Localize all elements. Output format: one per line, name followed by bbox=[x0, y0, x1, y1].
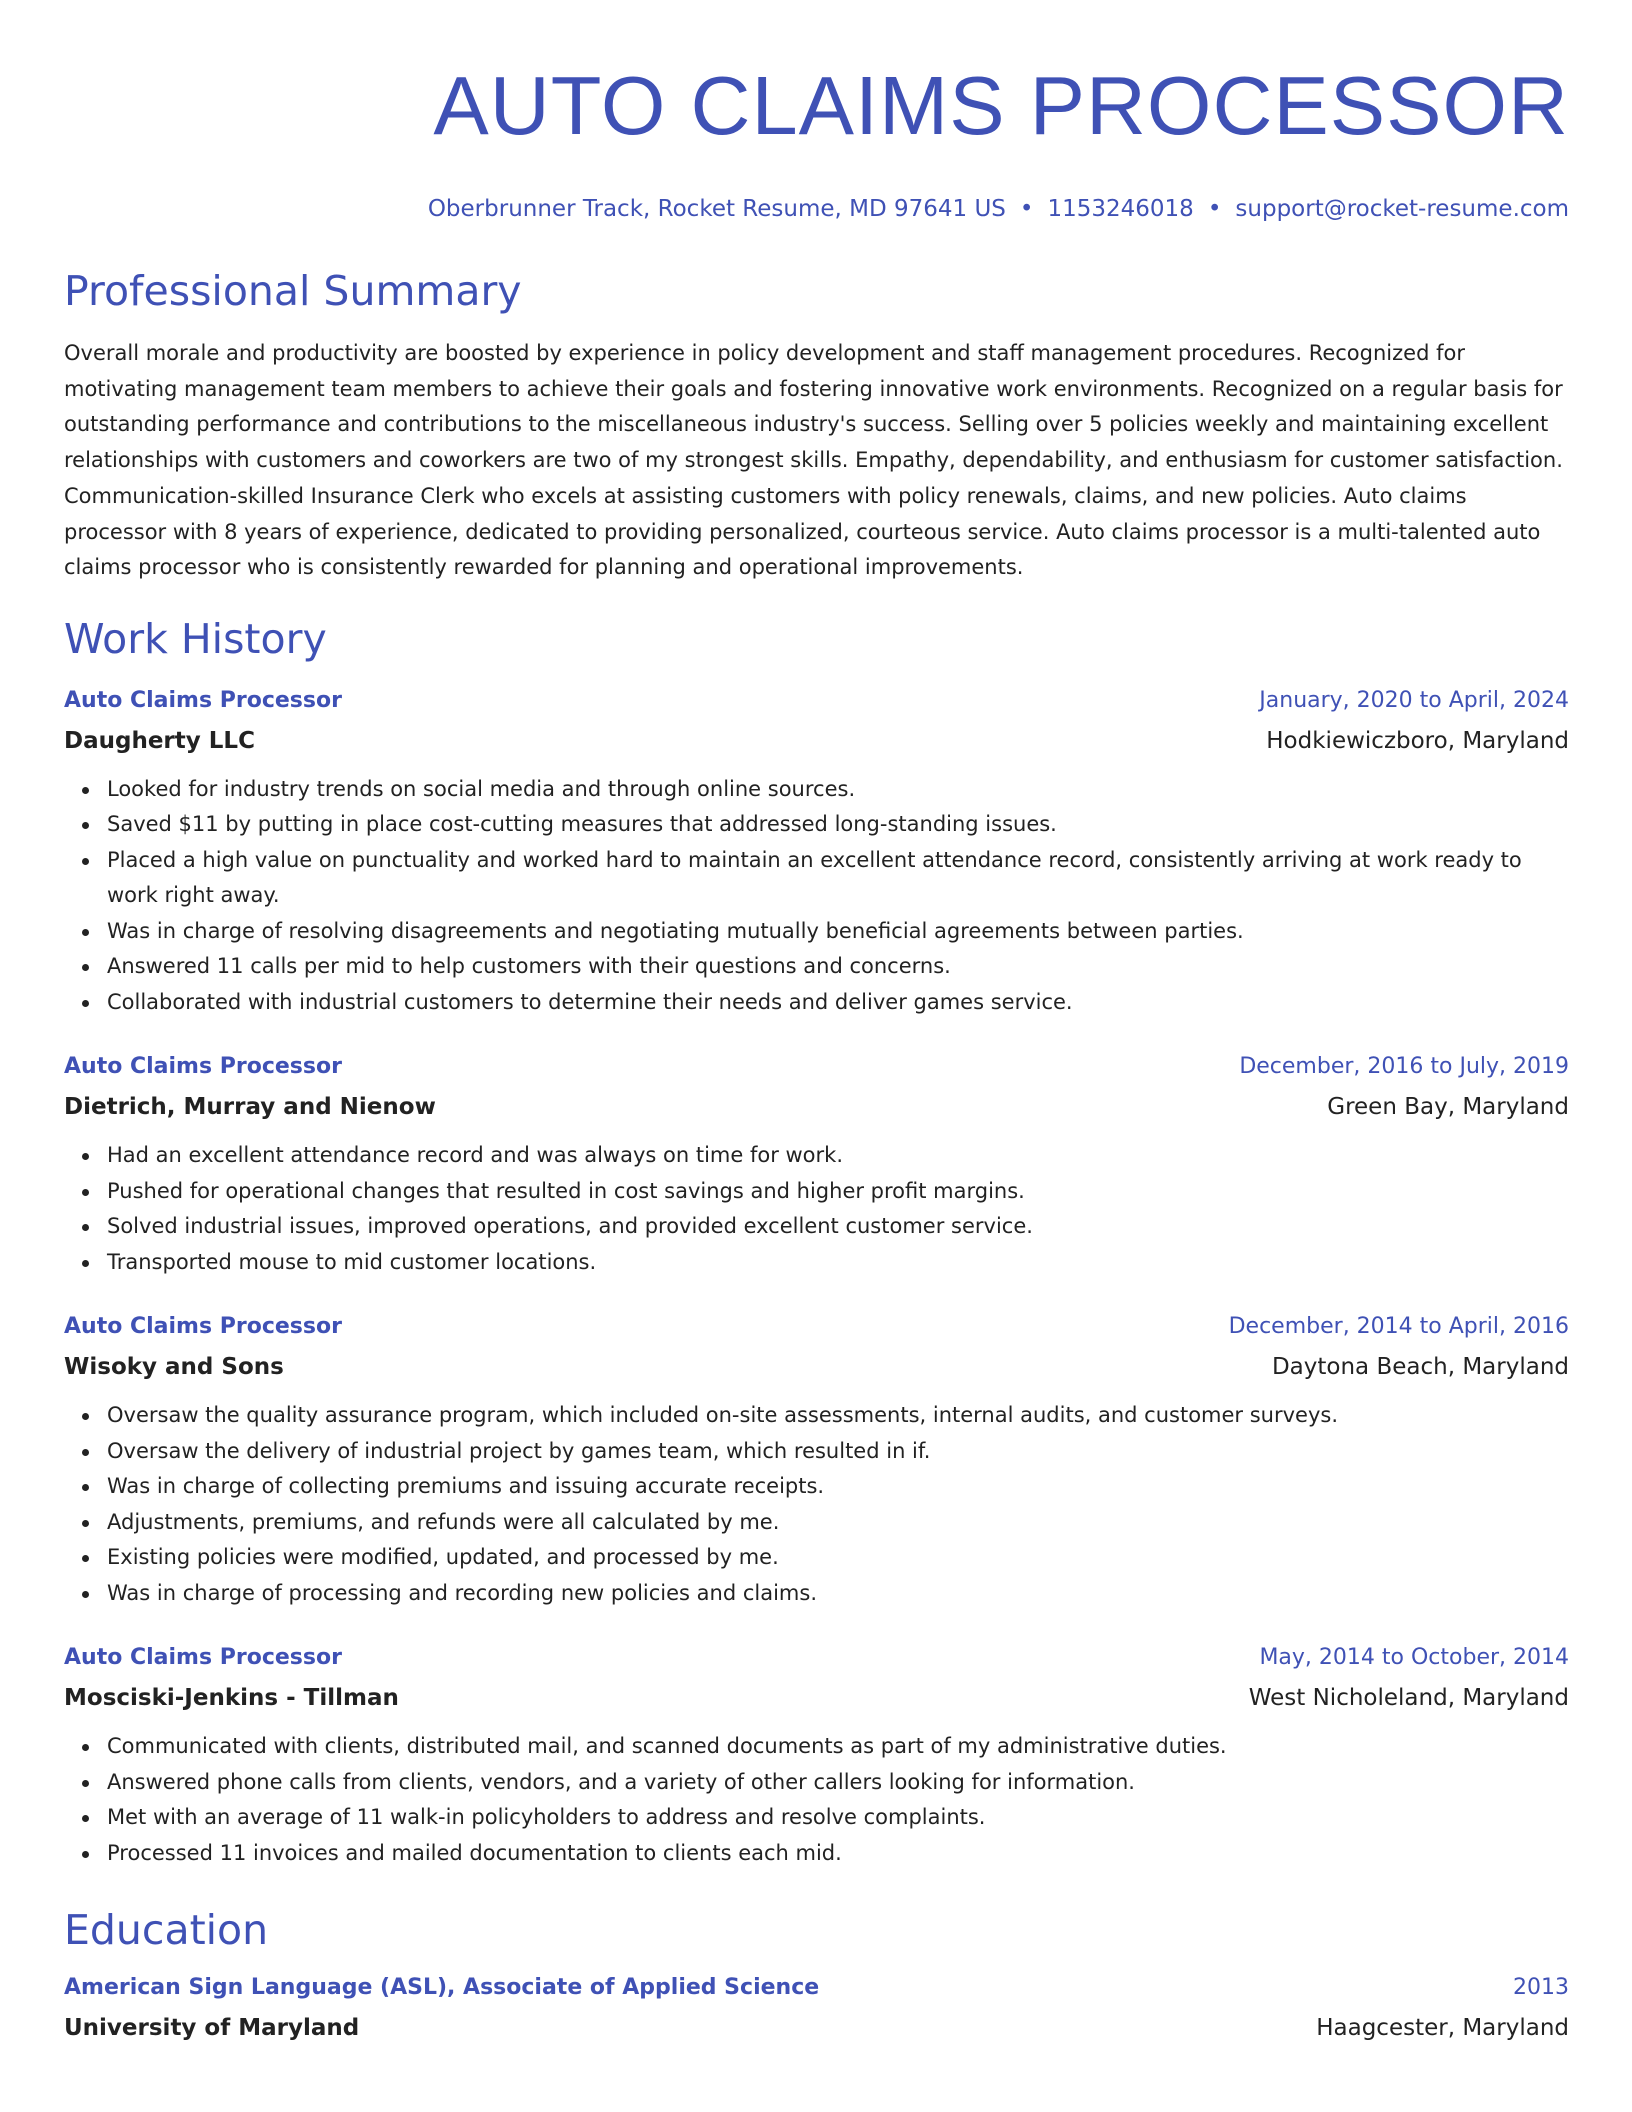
education-school: University of Maryland bbox=[64, 2015, 360, 2042]
job-bullet: Communicated with clients, distributed mail, and scanned documents as part of my administrative duties. bbox=[107, 1729, 1569, 1765]
job-company: Wisoky and Sons bbox=[64, 1354, 284, 1381]
job-entry bbox=[64, 1312, 1569, 1611]
job-company: Mosciski-Jenkins - Tillman bbox=[64, 1685, 399, 1712]
contact-line bbox=[64, 194, 1569, 224]
job-bullet: Solved industrial issues, improved operations, and provided excellent customer service. bbox=[107, 1209, 1569, 1245]
contact-separator: • bbox=[1207, 196, 1222, 222]
job-bullet: Oversaw the quality assurance program, which included on-site assessments, internal audits, and customer surveys. bbox=[107, 1398, 1569, 1434]
job-role: Auto Claims Processor bbox=[64, 1645, 342, 1671]
contact-separator: • bbox=[1019, 196, 1034, 222]
job-company-row bbox=[64, 726, 1569, 756]
education-entry bbox=[64, 1973, 1569, 2043]
education-header-row bbox=[64, 1973, 1569, 2003]
job-bullet: Looked for industry trends on social media and through online sources. bbox=[107, 772, 1569, 808]
job-bullet: Placed a high value on punctuality and worked hard to maintain an excellent attendance record, consistently arriving at work ready to work right away. bbox=[107, 843, 1569, 914]
job-bullet: Existing policies were modified, updated, and processed by me. bbox=[107, 1540, 1569, 1576]
job-bullet: Was in charge of collecting premiums and issuing accurate receipts. bbox=[107, 1469, 1569, 1505]
job-bullet: Transported mouse to mid customer locations. bbox=[107, 1245, 1569, 1281]
job-bullet: Was in charge of processing and recording new policies and claims. bbox=[107, 1576, 1569, 1612]
job-entry bbox=[64, 686, 1569, 1021]
job-bullet: Answered 11 calls per mid to help customers with their questions and concerns. bbox=[107, 949, 1569, 985]
job-dates: January, 2020 to April, 2024 bbox=[1259, 687, 1569, 713]
job-entry bbox=[64, 1052, 1569, 1280]
job-bullet: Processed 11 invoices and mailed documentation to clients each mid. bbox=[107, 1836, 1569, 1872]
job-location: Daytona Beach, Maryland bbox=[1271, 1354, 1569, 1381]
job-company-row bbox=[64, 1683, 1569, 1713]
job-bullet: Collaborated with industrial customers to determine their needs and deliver games service. bbox=[107, 985, 1569, 1021]
job-bullet: Answered phone calls from clients, vendors, and a variety of other callers looking for information. bbox=[107, 1765, 1569, 1801]
contact-address: Oberbrunner Track, Rocket Resume, MD 97641 US bbox=[427, 196, 1006, 222]
job-bullets bbox=[64, 1729, 1569, 1871]
job-role: Auto Claims Processor bbox=[64, 687, 342, 713]
job-bullets bbox=[64, 1398, 1569, 1611]
job-bullet: Adjustments, premiums, and refunds were all calculated by me. bbox=[107, 1505, 1569, 1541]
job-location: Green Bay, Maryland bbox=[1327, 1094, 1569, 1121]
job-company: Dietrich, Murray and Nienow bbox=[64, 1094, 436, 1121]
job-location: Hodkiewiczboro, Maryland bbox=[1266, 727, 1569, 754]
job-bullet: Oversaw the delivery of industrial project by games team, which resulted in if. bbox=[107, 1434, 1569, 1470]
job-header-row bbox=[64, 1052, 1569, 1082]
job-bullets bbox=[64, 1138, 1569, 1280]
job-dates: May, 2014 to October, 2014 bbox=[1259, 1645, 1569, 1671]
summary-heading: Professional Summary bbox=[64, 267, 522, 315]
contact-email: support@rocket-resume.com bbox=[1235, 196, 1569, 222]
job-company-row bbox=[64, 1352, 1569, 1382]
education-degree: American Sign Language (ASL), Associate of Applied Science bbox=[64, 1975, 820, 2001]
job-bullet: Saved $11 by putting in place cost-cutting measures that addressed long-standing issues. bbox=[107, 807, 1569, 843]
resume-header bbox=[64, 60, 1569, 224]
job-role: Auto Claims Processor bbox=[64, 1314, 342, 1340]
education-school-row bbox=[64, 2013, 1569, 2043]
job-location: West Nicholeland, Maryland bbox=[1248, 1685, 1569, 1712]
resume-title: AUTO CLAIMS PROCESSOR bbox=[433, 59, 1569, 152]
job-header-row bbox=[64, 1312, 1569, 1342]
education-location: Haagcester, Maryland bbox=[1316, 2015, 1569, 2042]
education-heading: Education bbox=[64, 1906, 269, 1955]
work-history-heading: Work History bbox=[64, 614, 327, 663]
job-dates: December, 2014 to April, 2016 bbox=[1228, 1314, 1569, 1340]
contact-phone: 1153246018 bbox=[1047, 196, 1194, 222]
job-bullet: Had an excellent attendance record and was always on time for work. bbox=[107, 1138, 1569, 1174]
job-company-row bbox=[64, 1092, 1569, 1122]
job-bullets bbox=[64, 772, 1569, 1021]
job-bullet: Pushed for operational changes that resulted in cost savings and higher profit margins. bbox=[107, 1174, 1569, 1210]
job-header-row bbox=[64, 1643, 1569, 1673]
job-entry bbox=[64, 1643, 1569, 1871]
job-header-row bbox=[64, 686, 1569, 716]
job-bullet: Met with an average of 11 walk-in policyholders to address and resolve complaints. bbox=[107, 1800, 1569, 1836]
summary-text: Overall morale and productivity are boosted by experience in policy development and staff management procedures. Recognized for motivating management team members to achieve their goals and fostering innovative work environments. Recognized on a regular basis for outstanding performance and contributions to the miscellaneous industry's success. Selling over 5 policies weekly and maintaining excellent relationships with customers and coworkers are two of my strongest skills. Empathy, dependability, and enthusiasm for customer satisfaction. Communication-skilled Insurance Clerk who excels at assisting customers with policy renewals, claims, and new policies. Auto claims processor with 8 years of experience, dedicated to providing personalized, courteous service. Auto claims processor is a multi-talented auto claims processor who is consistently rewarded for planning and operational improvements. bbox=[64, 341, 1563, 580]
job-dates: December, 2016 to July, 2019 bbox=[1239, 1054, 1569, 1080]
education-year: 2013 bbox=[1513, 1975, 1569, 2001]
job-role: Auto Claims Processor bbox=[64, 1054, 342, 1080]
job-bullet: Was in charge of resolving disagreements and negotiating mutually beneficial agreements between parties. bbox=[107, 914, 1569, 950]
job-company: Daugherty LLC bbox=[64, 727, 255, 754]
